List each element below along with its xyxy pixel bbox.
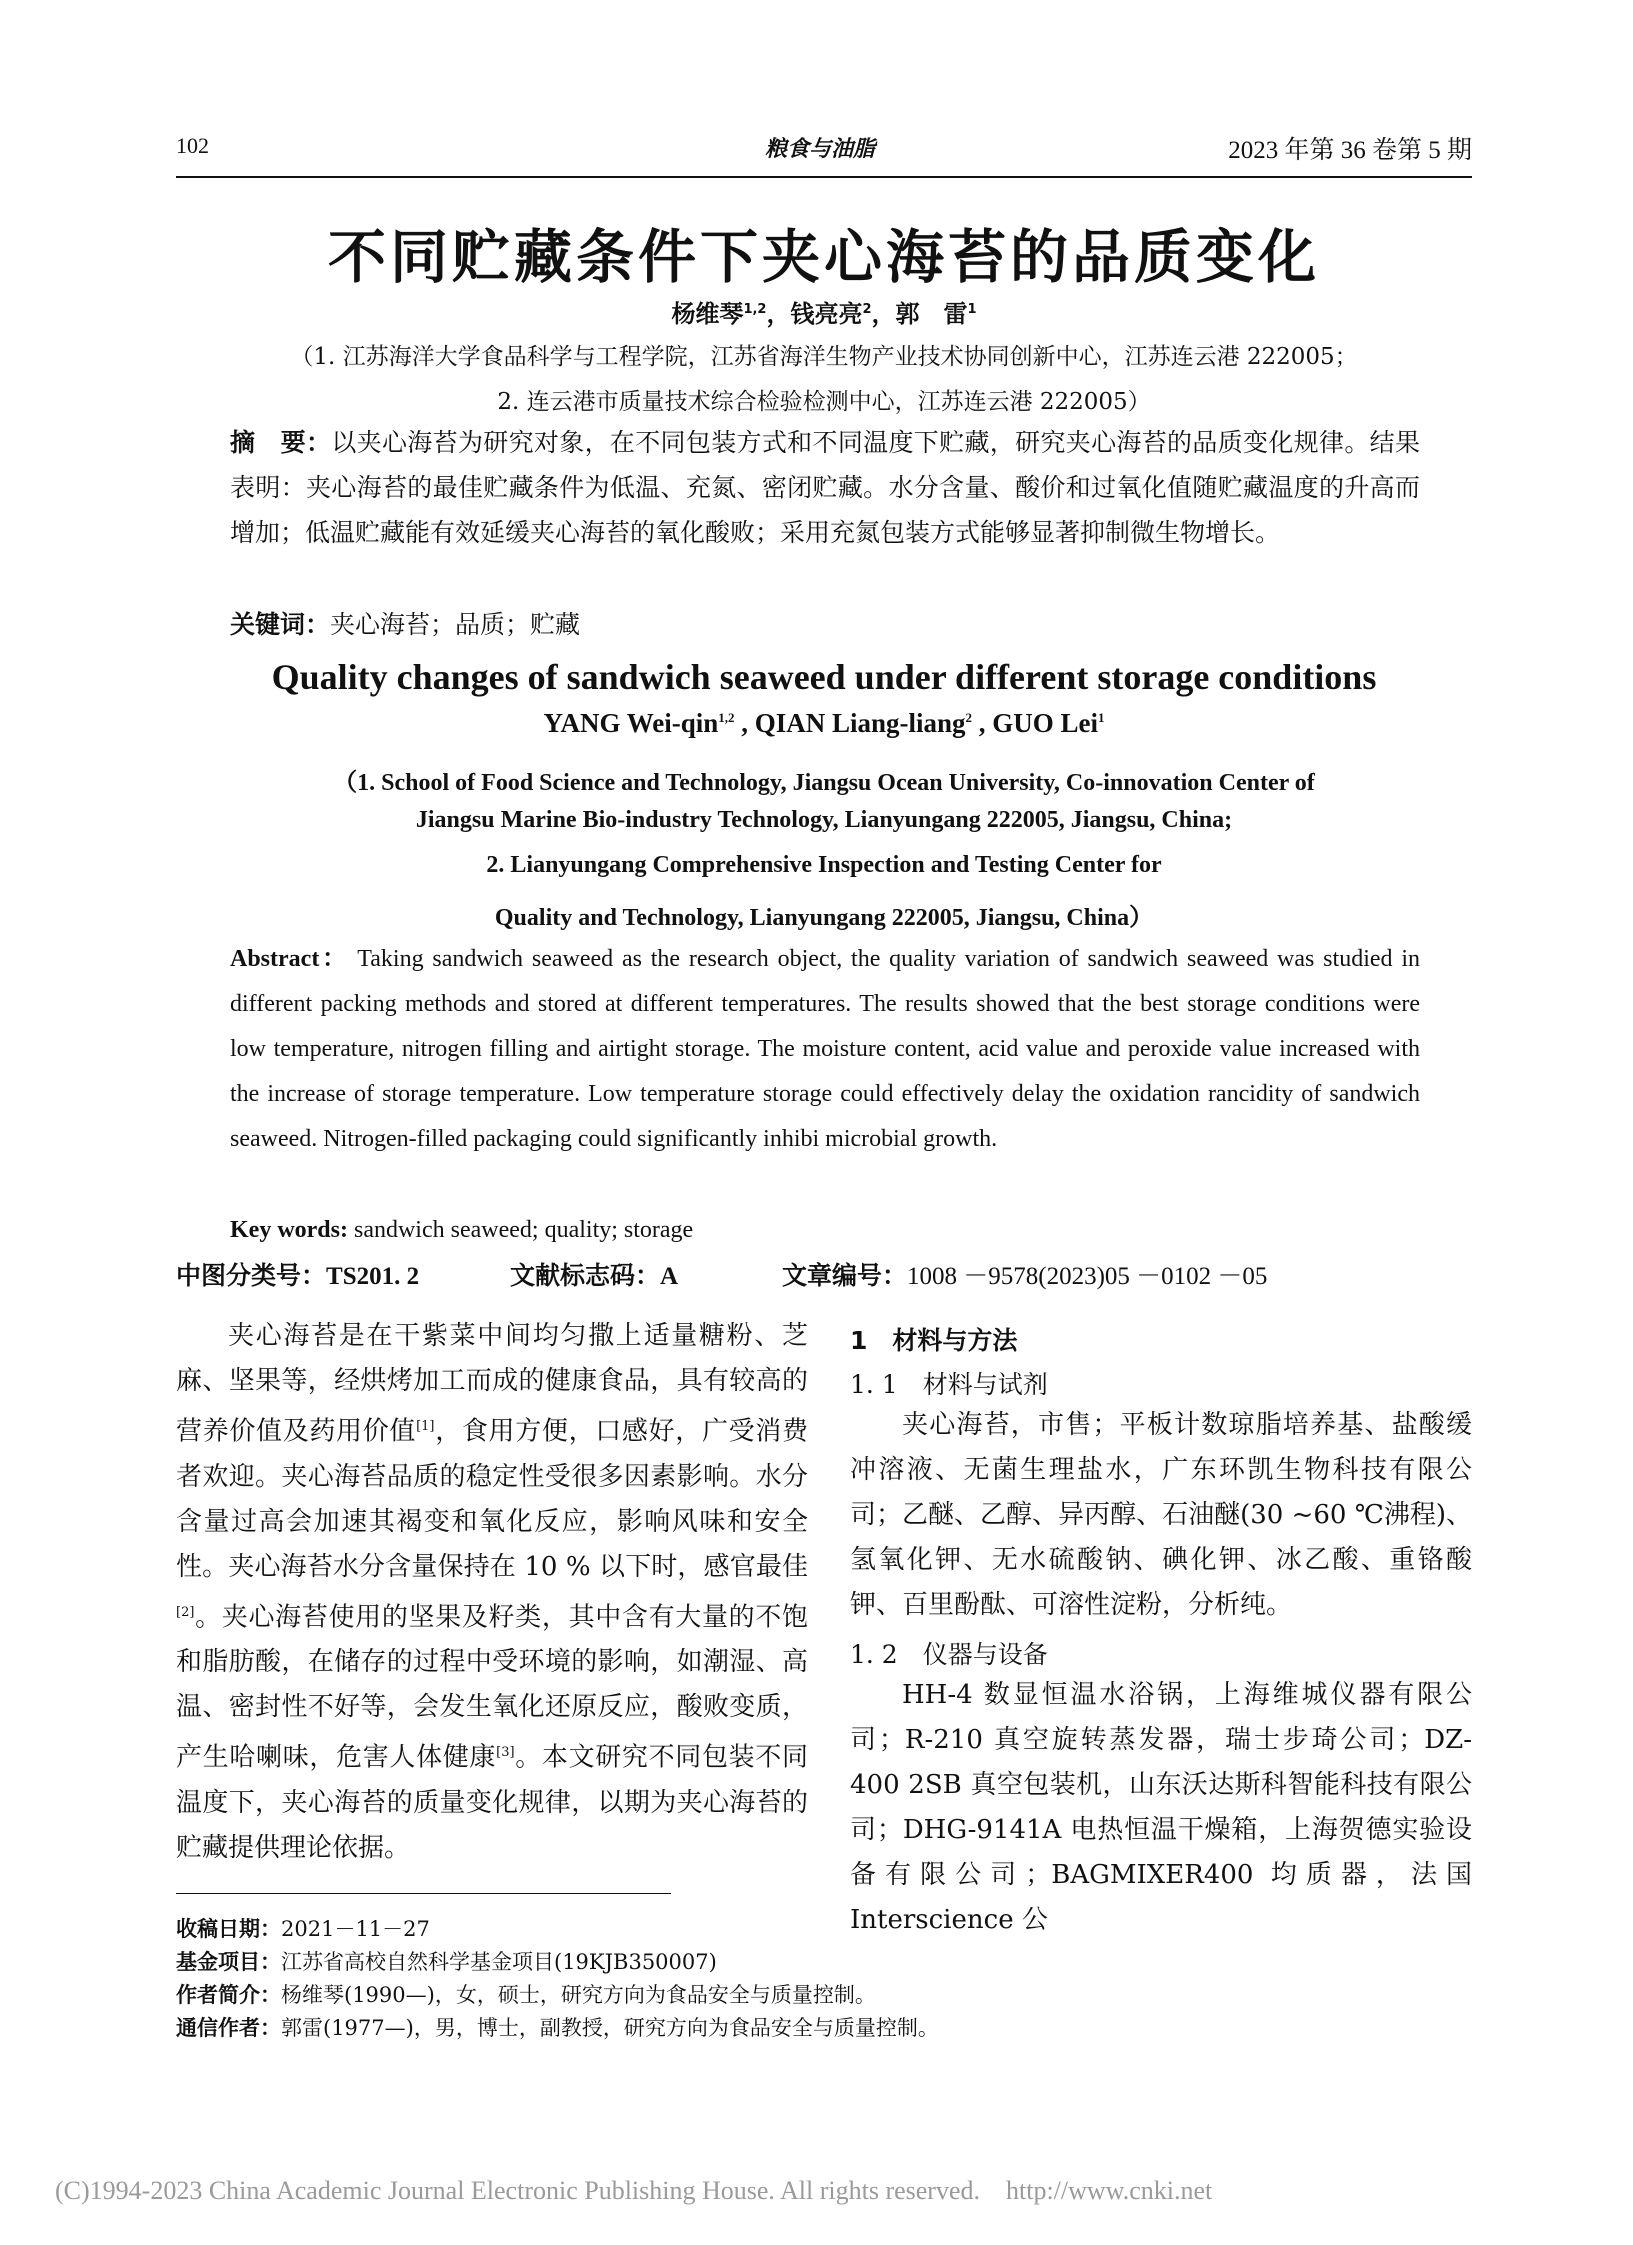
intro-text: 。夹心海苔使用的坚果及籽类，其中含有大量的不饱和脂肪酸，在储存的过程中受环境的影响，如潮湿、高温、密封性不好等，会发生氧化还原反应，酸败变质，产生哈喇味，危害人体健康 — [176, 1602, 808, 1773]
author-sup: 2 — [862, 302, 872, 317]
footnote-text: 杨维琴(1990—)，女，硕士，研究方向为食品安全与质量控制。 — [281, 1983, 876, 2007]
author-name: 杨维琴 — [671, 300, 744, 328]
citation: [3] — [496, 1745, 515, 1761]
author-sup: 2 — [965, 710, 973, 725]
keywords-en-text: sandwich seaweed; quality; storage — [353, 1217, 694, 1243]
citation: [1] — [416, 1419, 435, 1434]
article-value: 1008 －9578(2023)05 －0102 －05 — [907, 1263, 1268, 1290]
clc-number — [176, 1256, 419, 1292]
footnote-text: 2021－11－27 — [281, 1917, 430, 1941]
keywords-cn-text: 夹心海苔；品质；贮藏 — [330, 610, 581, 639]
doc-value: A — [660, 1263, 679, 1290]
abstract-cn — [230, 420, 1420, 555]
header-rule — [176, 176, 1472, 178]
abstract-cn-label: 摘 要： — [230, 428, 332, 457]
clc-value: TS201. 2 — [326, 1263, 420, 1290]
intro-paragraph — [176, 1314, 808, 1871]
affiliation-cn-line: （1. 江苏海洋大学食品科学与工程学院，江苏省海洋生物产业技术协同创新中心，江苏连云港 222005； — [290, 344, 1358, 370]
document-code — [510, 1256, 678, 1292]
instruments-paragraph: HH-4 数显恒温水浴锅，上海维城仪器有限公司；R-210 真空旋转蒸发器，瑞士步琦公司；DZ-400 2SB 真空包装机，山东沃达斯科智能科技有限公司；DHG-9141A 电热恒温干燥箱，上海贺德实验设备有限公司；BAGMIXER400 均质器，法国 Interscience 公 — [850, 1680, 1472, 1935]
intro-text: 夹心海苔是在干紫菜中间均匀撒上适量糖粉、芝麻、坚果等，经烘烤加工而成的健康食品，具有较高的营养价值及药用价值 — [176, 1321, 808, 1447]
footnote-label: 基金项目： — [176, 1950, 281, 1974]
intro-text: 。本文研究不同包装不同温度下，夹心海苔的质量变化规律，以期为夹心海苔的贮藏提供理论依据。 — [176, 1742, 808, 1863]
keywords-en — [230, 1208, 1420, 1253]
author-name: YANG Wei-qin — [543, 708, 719, 738]
article-label: 文章编号： — [782, 1261, 908, 1290]
footnote-rule — [176, 1893, 671, 1894]
separator: ， — [766, 300, 791, 328]
abstract-en-text: Taking sandwich seaweed as the research object, the quality variation of sandwich seaweed was studied in different packing methods and stored at different temperatures. The results showed that the best storage conditions were low temperature, nitrogen filling and airtight storage. The moisture content, acid value and peroxide value increased with the increase of storage temperature. Low temperature storage could effectively delay the oxidation rancidity of sandwich seaweed. Nitrogen-filled packaging could significantly inhibi microbial growth. — [230, 946, 1420, 1152]
abstract-cn-text: 以夹心海苔为研究对象，在不同包装方式和不同温度下贮藏，研究夹心海苔的品质变化规律。结果表明：夹心海苔的最佳贮藏条件为低温、充氮、密闭贮藏。水分含量、酸价和过氧化值随贮藏温度的升高而增加；低温贮藏能有效延缓夹心海苔的氧化酸败；采用充氮包装方式能够显著抑制微生物增长。 — [230, 428, 1420, 547]
author-name: GUO Lei — [992, 708, 1099, 738]
section-heading: 1 材料与方法 — [850, 1326, 1018, 1355]
footnote-fund — [176, 1946, 717, 1976]
title-cn: 不同贮藏条件下夹心海苔的品质变化 — [327, 223, 1320, 291]
doc-label: 文献标志码： — [510, 1261, 661, 1290]
affiliation-cn-line: 2. 连云港市质量技术综合检验检测中心，江苏连云港 222005） — [497, 389, 1151, 415]
keywords-cn — [230, 602, 1420, 647]
journal-name: 粮食与油脂 — [764, 136, 875, 162]
footnote-received — [176, 1913, 430, 1943]
footnote-label: 通信作者： — [176, 2016, 281, 2040]
affiliation-en-line: Quality and Technology, Lianyungang 222005, Jiangsu, China） — [494, 905, 1154, 931]
subsection-heading: 1. 1 材料与试剂 — [850, 1370, 1048, 1399]
issue-info: 2023 年第 36 卷第 5 期 — [1228, 137, 1472, 164]
clc-label: 中图分类号： — [176, 1261, 327, 1290]
copyright-notice: (C)1994-2023 China Academic Journal Electronic Publishing House. All rights reserved. http://www.cnki.net — [55, 2176, 1213, 2205]
keywords-cn-label: 关键词： — [230, 610, 331, 639]
footnote-corresponding — [176, 2012, 939, 2042]
author-sup: 1 — [1098, 710, 1105, 725]
materials-paragraph: 夹心海苔，市售；平板计数琼脂培养基、盐酸缓冲溶液、无菌生理盐水，广东环凯生物科技有限公司；乙醚、乙醇、异丙醇、石油醚(30 ~60 ℃沸程)、氢氧化钾、无水硫酸钠、碘化钾、冰乙酸、重铬酸钾、百里酚酞、可溶性淀粉，分析纯。 — [850, 1410, 1472, 1620]
abstract-en — [230, 937, 1420, 1162]
author-name: 郭 雷 — [895, 300, 968, 328]
author-sup: 1 — [967, 302, 977, 317]
affiliation-en-line: （1. School of Food Science and Technology, Jiangsu Ocean University, Co-innovation Center of — [333, 770, 1315, 796]
footnote-label: 作者简介： — [176, 1983, 281, 2007]
title-en: Quality changes of sandwich seaweed under different storage conditions — [271, 657, 1377, 697]
affiliation-en-line: 2. Lianyungang Comprehensive Inspection and Testing Center for — [486, 852, 1162, 878]
article-number — [782, 1256, 1267, 1292]
subsection-heading: 1. 2 仪器与设备 — [850, 1640, 1048, 1669]
footnote-text: 江苏省高校自然科学基金项目(19KJB350007) — [281, 1950, 717, 1974]
footnote-label: 收稿日期： — [176, 1917, 281, 1941]
page-number: 102 — [176, 133, 209, 158]
abstract-en-label: Abstract： — [230, 946, 349, 972]
author-name: 钱亮亮 — [790, 300, 863, 328]
separator: ， — [871, 300, 896, 328]
footnote-author — [176, 1979, 876, 2009]
authors-cn — [176, 294, 1472, 329]
authors-en — [176, 708, 1472, 739]
author-name: QIAN Liang-liang — [754, 708, 966, 738]
keywords-en-label: Key words: — [230, 1217, 348, 1243]
separator: , — [972, 708, 993, 738]
citation: [2] — [176, 1604, 195, 1620]
intro-text: ，食用方便，口感好，广受消费者欢迎。夹心海苔品质的稳定性受很多因素影响。水分含量过高会加速其褐变和氧化反应，影响风味和安全性。夹心海苔水分含量保持在 10 % 以下时，感官最佳 — [176, 1416, 808, 1582]
footnote-text: 郭雷(1977—)，男，博士，副教授，研究方向为食品安全与质量控制。 — [281, 2016, 939, 2040]
affiliation-en-line: Jiangsu Marine Bio-industry Technology, Lianyungang 222005, Jiangsu, China; — [415, 807, 1233, 833]
author-sup: 1,2 — [743, 302, 767, 317]
author-sup: 1,2 — [718, 710, 735, 725]
separator: , — [734, 708, 755, 738]
